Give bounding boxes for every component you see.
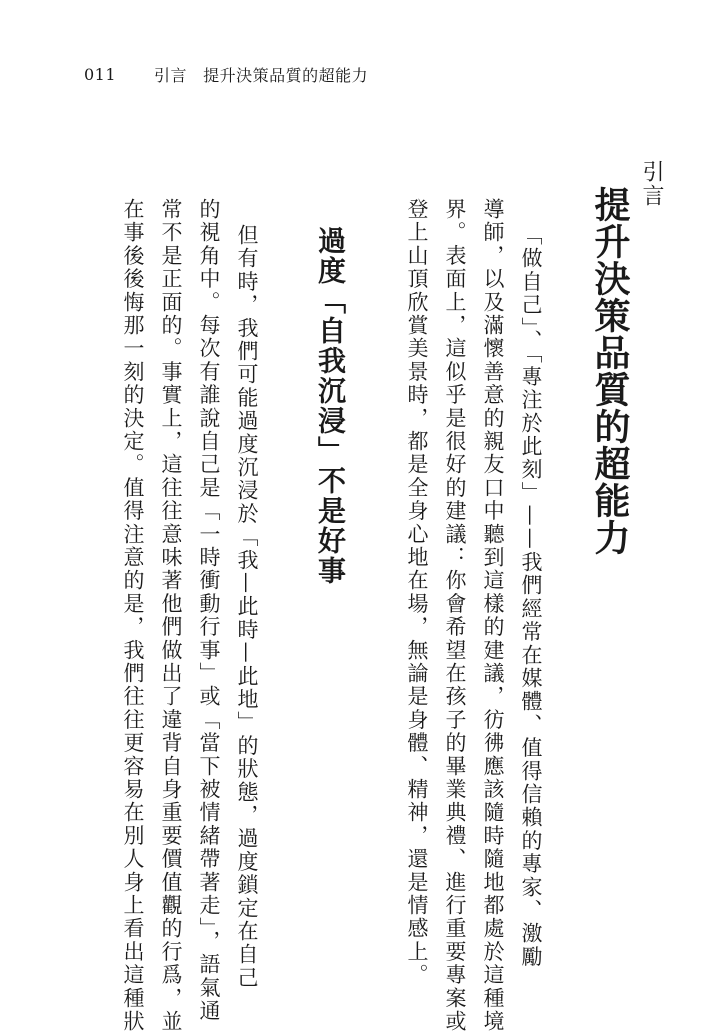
running-section-label: 引言 — [154, 65, 188, 85]
paragraph-line: 的視角中。每次有誰說自己是「一時衝動行事」或「當下被情緒帶著走」，語氣通 — [197, 198, 221, 1023]
paragraph-line: 常不是正面的。事實上，這往往意味著他們做出了違背自身重要價值觀的行爲，並 — [159, 198, 183, 1033]
paragraph-line: 在事後後悔那一刻的決定。值得注意的是，我們往往更容易在別人身上看出這種狀 — [121, 198, 145, 1033]
paragraph-line: 界。表面上，這似乎是很好的建議：你會希望在孩子的畢業典禮、進行重要專案或 — [443, 198, 467, 1033]
chapter-title: 提升決策品質的超能力 — [589, 186, 631, 556]
section-heading: 過度「自我沉浸」不是好事 — [314, 226, 347, 586]
paragraph-line: 「做自己」、「專注於此刻」——我們經常在媒體、值得信賴的專家、激勵 — [519, 224, 543, 969]
page-number: 011 — [84, 64, 117, 84]
running-section-title: 提升決策品質的超能力 — [203, 65, 369, 85]
paragraph-line: 但有時，我們可能過度沉浸於「我—此時—此地」的狀態，過度鎖定在自己 — [235, 224, 259, 990]
vertical-text-body — [60, 150, 664, 1033]
paragraph-line: 登上山頂欣賞美景時，都是全身心地在場，無論是身體、精神，還是情感上。 — [405, 198, 429, 987]
running-header — [84, 62, 368, 86]
chapter-label: 引言 — [639, 160, 664, 208]
paragraph-line: 導師，以及滿懷善意的親友口中聽到這樣的建議，彷彿應該隨時隨地都處於這種境 — [481, 198, 505, 1033]
